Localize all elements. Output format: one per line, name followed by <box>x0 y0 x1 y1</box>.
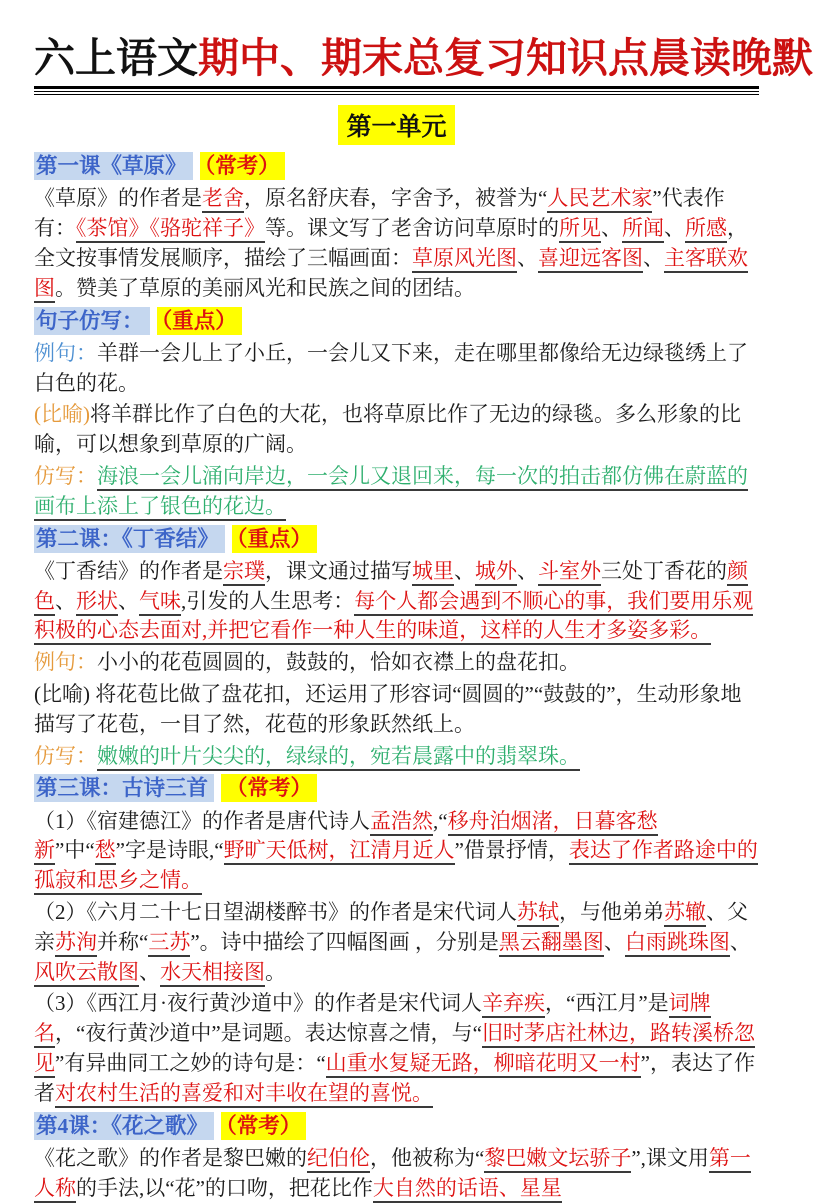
unit-heading: 第一单元 <box>338 105 454 145</box>
text-run: 、 <box>139 959 160 984</box>
label-orange: (比喻) <box>34 402 90 427</box>
importance-tag: （常考） <box>200 152 285 180</box>
text-run: ”中“ <box>55 838 95 863</box>
lesson-heading <box>34 1111 759 1142</box>
text-run: 、 <box>517 558 538 583</box>
key-term-red-underline: 表达了作者路途中的孤寂和思乡之情。 <box>34 838 758 895</box>
paragraph <box>34 557 759 646</box>
lesson-title: 第三课：古诗三首 <box>34 774 214 802</box>
key-term-red-underline: 主客联欢图 <box>34 246 748 303</box>
text-run: ，“夜行黄沙道中”是词题。表达惊喜之情，与“ <box>55 1021 482 1046</box>
key-term-red-underline: 山重水复疑无路，柳暗花明又一村 <box>326 1051 641 1078</box>
paragraph <box>34 742 759 772</box>
key-term-red-underline: 黎巴嫩文坛骄子 <box>484 1146 631 1173</box>
text-run: 、 <box>118 588 139 613</box>
key-term-red-underline: 苏轼 <box>517 900 559 927</box>
text-run: 、 <box>601 216 622 241</box>
key-term-red-underline: 词牌名 <box>34 991 711 1048</box>
key-term-red-underline: 老舍 <box>202 186 244 213</box>
text-run: ，课文通过描写 <box>265 558 412 583</box>
title-topic-part: 期中、期末总复习知识点晨读晚默 <box>198 35 813 81</box>
paragraph <box>34 680 759 740</box>
importance-tag: （常考） <box>221 1112 306 1140</box>
text-run: ,引发的人生思考： <box>181 588 355 613</box>
text-run: 小小的花苞圆圆的，鼓鼓的，恰如衣襟上的盘花扣。 <box>97 650 580 675</box>
key-term-red-underline: 苏辙 <box>664 900 706 927</box>
key-term-red-underline: 三苏 <box>148 930 190 957</box>
text-run: （2）《六月二十七日望湖楼醉书》的作者是宋代词人 <box>34 900 517 925</box>
key-term-red-underline: 草原风光图 <box>412 246 517 273</box>
title-divider <box>34 86 759 95</box>
text-run: 《草原》的作者是 <box>34 186 202 211</box>
text-run: ，与他弟弟 <box>559 900 664 925</box>
divider-thin-line <box>34 94 759 95</box>
label-blue: 例句： <box>34 340 97 365</box>
paragraph <box>34 400 759 460</box>
text-run: ，全文按事情发展顺序，描绘了三幅画面： <box>34 216 748 270</box>
text-run: ,“ <box>433 808 448 833</box>
text-run: ”字是诗眼,“ <box>115 838 224 863</box>
key-term-red-underline: 每个人都会遇到不顺心的事，我们要用乐观积极的心态去面对,并把它看作一种人生的味道，这样的人生才多姿多彩。 <box>34 589 753 646</box>
lesson-title: 句子仿写： <box>34 307 150 335</box>
divider-thin-line <box>34 91 759 92</box>
text-run: 、 <box>664 216 685 241</box>
importance-tag: （常考） <box>221 774 317 802</box>
key-term-red-underline: 城里 <box>412 559 454 586</box>
key-term-red-underline: 斗室外 <box>538 559 601 586</box>
lesson-title: 第4课：《花之歌》 <box>34 1112 214 1140</box>
lesson-heading <box>34 524 759 555</box>
document-body <box>34 151 759 1203</box>
label-orange: 仿写： <box>34 743 97 768</box>
key-term-red-underline: 纪伯伦 <box>307 1146 370 1173</box>
text-run: ”借景抒情， <box>454 838 569 863</box>
paragraph <box>34 1144 759 1204</box>
text-run: 、 <box>643 245 664 270</box>
text-run: ，他被称为“ <box>370 1145 485 1170</box>
key-term-red-underline: 气味 <box>139 589 181 616</box>
sample-sentence-green: 海浪一会儿涌向岸边，一会儿又退回来，每一次的拍击都仿佛在蔚蓝的画布上添上了银色的花边。 <box>34 464 748 521</box>
paragraph <box>34 462 759 522</box>
text-run: 的手法,以“花”的口吻，把花比作 <box>76 1175 373 1200</box>
title-course-part: 六上语文 <box>34 35 198 81</box>
text-run: 《丁香结》的作者是 <box>34 558 223 583</box>
text-run: ”。诗中描绘了四幅图画 ，分别是 <box>190 929 499 954</box>
text-run: ，“西江月”是 <box>545 991 669 1016</box>
key-term-red-underline: 人民艺术家 <box>547 186 652 213</box>
lesson-heading <box>34 151 759 182</box>
text-run: 。 <box>265 959 286 984</box>
text-run: 等。课文写了老舍访问草原时的 <box>265 216 559 241</box>
key-term-red-underline: 所见 <box>559 216 601 243</box>
document-title <box>34 35 813 81</box>
key-term-red-underline: 水天相接图 <box>160 960 265 987</box>
importance-tag: （重点） <box>157 307 242 335</box>
text-run: 、 <box>729 929 751 954</box>
lesson-title: 第二课：《丁香结》 <box>34 525 225 553</box>
key-term-red-underline: 城外 <box>475 559 517 586</box>
lesson-heading <box>34 306 759 337</box>
text-run: ”代表作有： <box>34 186 725 241</box>
text-run: ”，表达了作者 <box>34 1051 755 1105</box>
key-term-red-underline: 形状 <box>76 589 118 616</box>
text-run: 、 <box>454 558 475 583</box>
divider-thick-line <box>34 86 759 89</box>
paragraph <box>34 184 759 303</box>
text-run: ”,课文用 <box>631 1145 709 1170</box>
importance-tag: （重点） <box>232 525 317 553</box>
label-orange: 例句： <box>34 650 97 675</box>
text-run: （3）《西江月·夜行黄沙道中》的作者是宋代词人 <box>34 991 482 1016</box>
text-run: ，原名舒庆春，字舍予，被誉为“ <box>244 186 548 211</box>
text-run: 、 <box>517 245 538 270</box>
text-run: （1）《宿建德江》的作者是唐代诗人 <box>34 808 370 833</box>
key-term-red-underline: 风吹云散图 <box>34 960 139 987</box>
text-run: ”有异曲同工之妙的诗句是：“ <box>55 1051 326 1076</box>
unit-heading-row <box>34 105 759 145</box>
key-term-red-underline: 孟浩然 <box>370 809 433 836</box>
text-run: 并称“ <box>97 929 149 954</box>
key-term-red-underline: 《茶馆》《骆驼祥子》 <box>76 216 265 243</box>
paragraph <box>34 339 759 399</box>
key-term-red-underline: 野旷天低树，江清月近人 <box>224 838 455 865</box>
text-run: 《花之歌》的作者是黎巴嫩的 <box>34 1145 307 1170</box>
key-term-red-underline: 所闻 <box>622 216 664 243</box>
text-run: (比喻) 将花苞比做了盘花扣，还运用了形容词“圆圆的”“鼓鼓的”，生动形象地描写了花苞，一目了然，花苞的形象跃然纸上。 <box>34 681 742 736</box>
paragraph <box>34 898 759 987</box>
key-term-red-underline: 宗璞 <box>223 559 265 586</box>
key-term-red-underline: 喜迎远客图 <box>538 246 643 273</box>
key-term-red-underline: 白雨跳珠图 <box>625 930 730 957</box>
key-term-red-underline: 辛弃疾 <box>482 991 545 1018</box>
lesson-title: 第一课《草原》 <box>34 152 193 180</box>
lesson-heading <box>34 773 759 804</box>
text-run: 羊群一会儿上了小丘，一会儿又下来，走在哪里都像给无边绿毯绣上了白色的花。 <box>34 340 748 395</box>
text-run: 、父亲 <box>34 900 748 954</box>
text-run: 、 <box>603 929 625 954</box>
key-term-red-underline: 愁 <box>95 838 116 865</box>
key-term-red-underline: 黑云翻墨图 <box>499 930 604 957</box>
key-term-red-underline: 移舟泊烟渚，日暮客愁新 <box>34 809 658 866</box>
label-orange: 仿写： <box>34 463 97 488</box>
key-term-red-underline: 所感 <box>685 216 727 243</box>
text-run: 。赞美了草原的美丽风光和民族之间的团结。 <box>55 275 475 300</box>
paragraph <box>34 807 759 896</box>
sample-sentence-green: 嫩嫩的叶片尖尖的，绿绿的，宛若晨露中的翡翠珠。 <box>97 744 580 771</box>
paragraph <box>34 989 759 1108</box>
key-term-red-underline: 苏洵 <box>55 930 97 957</box>
text-run: 将羊群比作了白色的大花，也将草原比作了无边的绿毯。多么形象的比喻，可以想象到草原的广阔。 <box>34 402 741 457</box>
text-run: 、 <box>55 588 76 613</box>
key-term-red-underline: 大自然的话语、星星 <box>373 1176 562 1203</box>
key-term-red-underline: 旧时茅店社林边，路转溪桥忽见 <box>34 1021 755 1078</box>
text-run: 三处丁香花的 <box>601 558 727 583</box>
key-term-red-underline: 第一人称 <box>34 1146 751 1203</box>
paragraph <box>34 648 759 678</box>
key-term-red-underline: 对农村生活的喜爱和对丰收在望的喜悦。 <box>55 1081 433 1108</box>
key-term-red-underline: 颜色 <box>34 559 748 616</box>
